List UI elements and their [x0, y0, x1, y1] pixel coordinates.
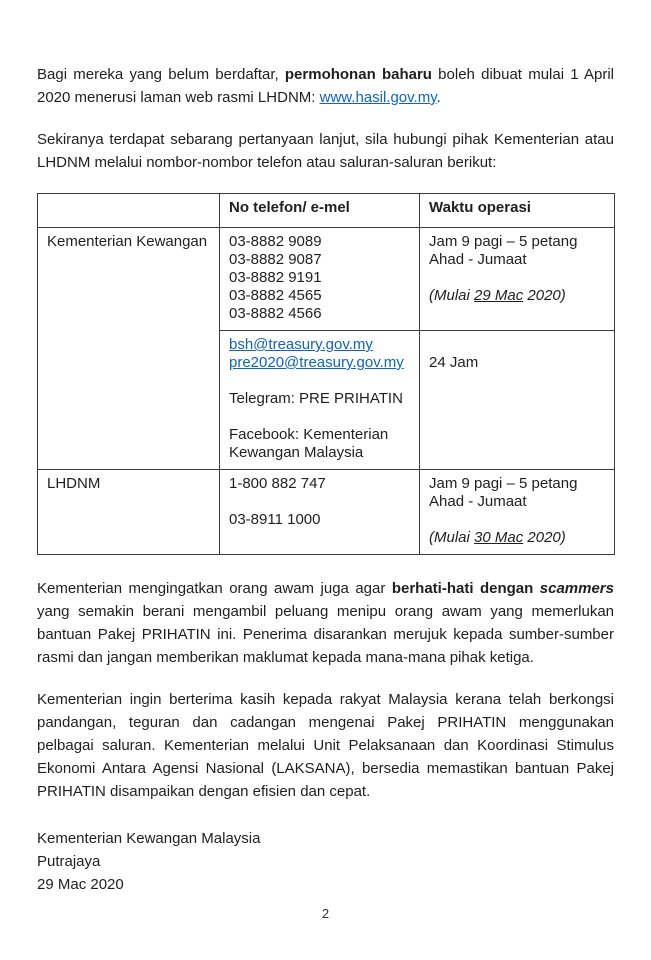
- paragraph-scammers-warning: [37, 577, 614, 669]
- lhdnm-phone-line-1: 1-800 882 747: [229, 475, 326, 492]
- cell-lhdnm-hours: [420, 470, 615, 555]
- p3-text-post: yang semakin berani mengambil peluang menipu orang awam yang memerlukan bantuan Pakej PRIHATIN ini. Penerima disarankan merujuk kepada sumber-sumber rasmi dan jangan memberikan maklumat kepada mana-mana pihak ketiga.: [37, 603, 614, 666]
- lhdnm-mulai-date-underlined: 30 Mac: [474, 529, 524, 546]
- hours-line-2: Ahad - Jumaat: [429, 251, 527, 268]
- cell-lhdnm-phones: [220, 470, 420, 555]
- header-phone-email: No telefon/ e-mel: [220, 194, 420, 228]
- row-lhdnm: [38, 470, 615, 555]
- cell-kementerian-channels: [220, 331, 420, 470]
- contact-table: [37, 193, 615, 555]
- phone-line-3: 03-8882 9191: [229, 269, 322, 286]
- paragraph-thanks-laksana: Kementerian ingin berterima kasih kepada rakyat Malaysia kerana telah berkongsi pandangan, teguran dan cadangan mengenai Pakej PRIHATIN menggunakan pelbagai saluran. Kementerian melalui Unit Pelaksanaan dan Koordinasi Stimulus Ekonomi Antara Agensi Nasional (LAKSANA), bersedia memastikan bantuan Pakej PRIHATIN disampaikan dengan efisien dan cepat.: [37, 691, 614, 800]
- row-kementerian-phones: [38, 228, 615, 331]
- table-header-row: [38, 194, 615, 228]
- email-line-2: [229, 354, 410, 372]
- lhdnm-mulai-pre: (Mulai: [429, 529, 475, 546]
- mulai-date-underlined: 29 Mac: [474, 287, 524, 304]
- cell-channels-hours-24jam: 24 Jam: [420, 331, 615, 470]
- p1-text-post: .: [436, 89, 441, 106]
- p3-text-pre: Kementerian mengingatkan orang awam juga agar: [37, 580, 392, 597]
- lhdnm-mulai-post: 2020): [523, 529, 566, 546]
- phone-line-4: 03-8882 4565: [229, 287, 322, 304]
- hours-line-1: Jam 9 pagi – 5 petang: [429, 233, 578, 250]
- page-number: 2: [321, 906, 330, 921]
- p1-bold-permohonan-baharu: permohonan baharu: [284, 66, 432, 83]
- p3-bolditalic-scammers: scammers: [539, 580, 614, 597]
- phone-line-5: 03-8882 4566: [229, 305, 322, 322]
- paragraph-registration: [37, 63, 614, 109]
- mulai-post: 2020): [523, 287, 566, 304]
- p1-text-mid: boleh dibuat mulai 1 April 2020 menerusi laman web rasmi LHDNM:: [37, 66, 614, 106]
- signature-block: [37, 827, 614, 896]
- hours-start-date: [429, 287, 605, 305]
- lhdnm-hours-start-date: [429, 529, 605, 547]
- cell-kementerian-hours: [420, 228, 615, 331]
- phone-line-1: 03-8882 9089: [229, 233, 322, 250]
- signature-date: 29 Mac 2020: [37, 876, 124, 893]
- pre2020-treasury-email-link[interactable]: pre2020@treasury.gov.my: [229, 354, 404, 371]
- header-waktu-operasi: Waktu operasi: [420, 194, 615, 228]
- cell-org-lhdnm: LHDNM: [38, 470, 220, 555]
- bsh-treasury-email-link[interactable]: bsh@treasury.gov.my: [229, 336, 373, 353]
- signature-org: Kementerian Kewangan Malaysia: [37, 830, 261, 847]
- lhdnm-phone-line-2: 03-8911 1000: [229, 511, 321, 528]
- mulai-pre: (Mulai: [429, 287, 475, 304]
- header-blank-cell: [38, 194, 220, 228]
- lhdnm-hours-line-2: Ahad - Jumaat: [429, 493, 527, 510]
- hasil-gov-link[interactable]: www.hasil.gov.my: [319, 89, 437, 106]
- phone-line-2: 03-8882 9087: [229, 251, 322, 268]
- cell-org-kementerian-kewangan: Kementerian Kewangan: [38, 228, 220, 470]
- lhdnm-hours-line-1: Jam 9 pagi – 5 petang: [429, 475, 578, 492]
- p1-text-pre: Bagi mereka yang belum berdaftar,: [37, 66, 285, 83]
- p3-bold-berhati-hati: berhati-hati dengan: [391, 580, 540, 597]
- facebook-channel: Facebook: Kementerian Kewangan Malaysia: [229, 426, 389, 461]
- telegram-channel: Telegram: PRE PRIHATIN: [229, 390, 403, 407]
- paragraph-contact-intro: Sekiranya terdapat sebarang pertanyaan lanjut, sila hubungi pihak Kementerian atau LHDNM melalui nombor-nombor telefon atau saluran-saluran berikut:: [37, 131, 614, 171]
- email-line-1: [229, 336, 410, 354]
- signature-location: Putrajaya: [37, 853, 101, 870]
- document-content: [37, 63, 614, 896]
- cell-kementerian-phone-list: [220, 228, 420, 331]
